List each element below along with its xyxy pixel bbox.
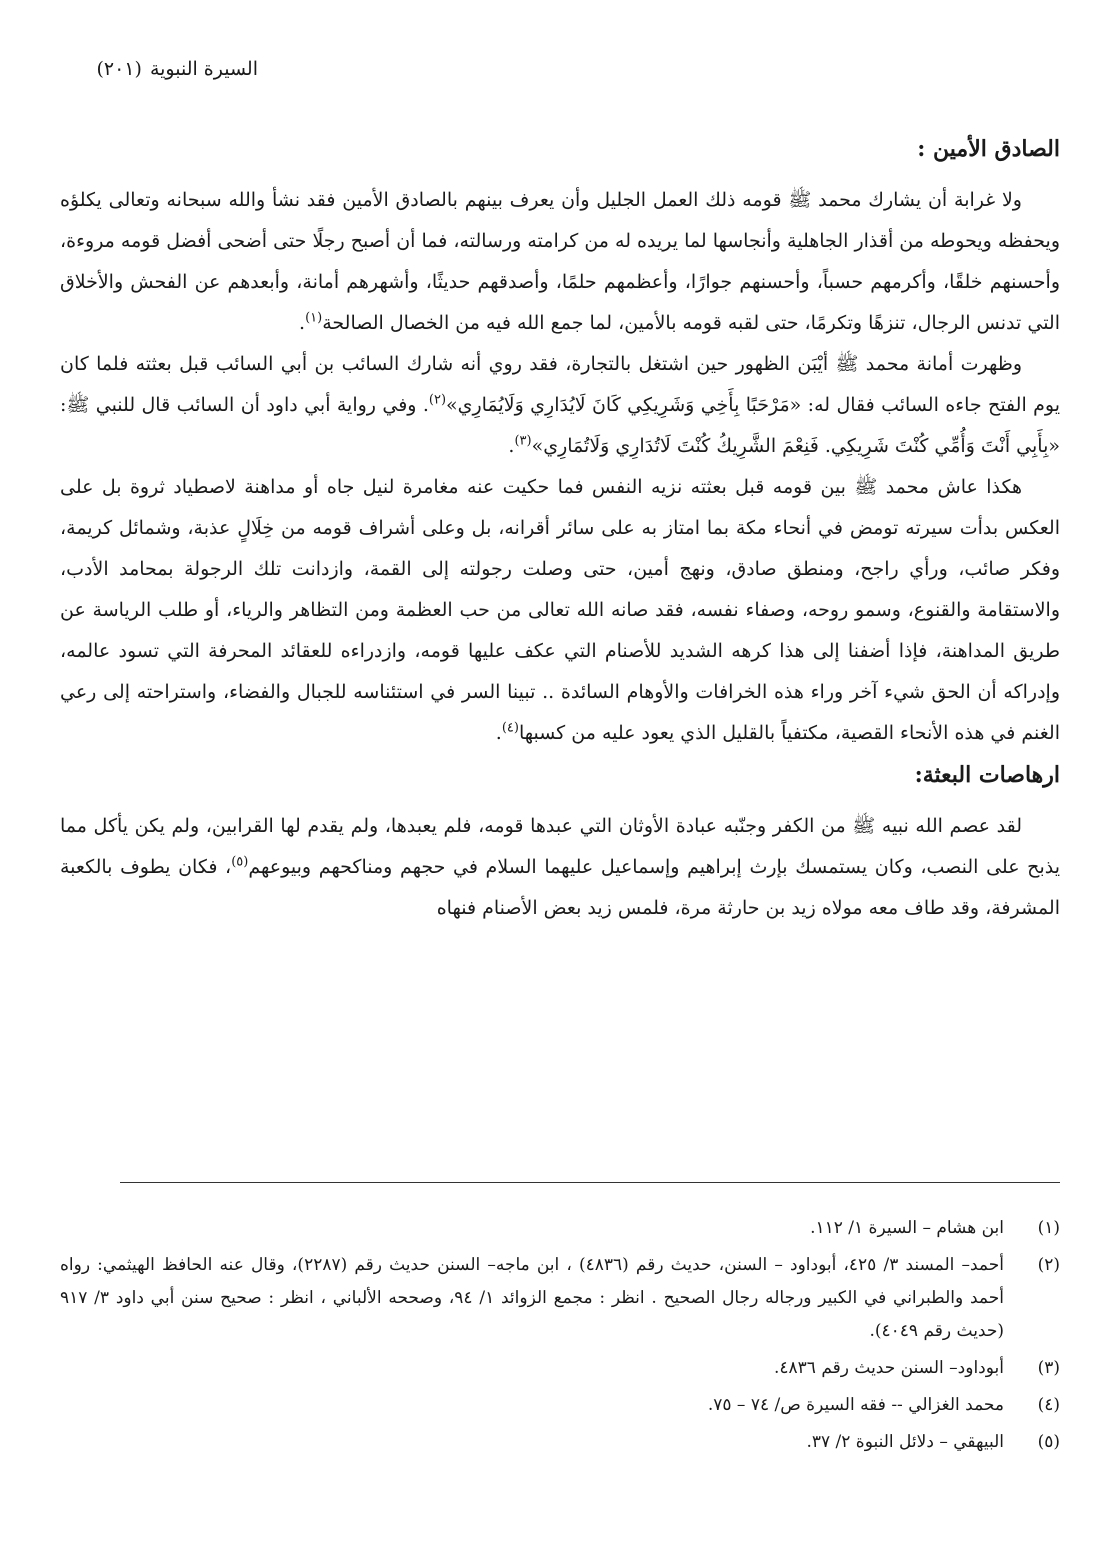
footnote-ref[interactable]: (٣): [514, 433, 532, 449]
footnote-number: (٤): [1037, 1395, 1060, 1415]
main-text: [60, 132, 1060, 929]
paragraph: ولا غرابة أن يشارك محمد ﷺ قومه ذلك العمل الجليل وأن يعرف بينهم بالصادق الأمين فقد نشأ والله سبحانه وتعالى يكلؤه ويحفظه ويحوطه من أقذار الجاهلية وأنجاسها لما يريده له من كرامته ورسالته، فما أن أصبح رجلًا حتى أضحى أفضل قومه مروءة، وأحسنهم خلقًا، وأكرمهم حسباً، وأحسنهم جوارًا، وأعظمهم حلمًا، وأصدقهم حديثًا، وأشهرهم أمانة، وأبعدهم عن الفحش والأخلاق التي تدنس الرجال، تنزهًا وتكرمًا، حتى لقبه قومه بالأمين، لما جمع الله فيه من الخصال الصالحة$^{(١)}$.: [60, 189, 1060, 334]
footnote-ref[interactable]: (٥): [231, 854, 249, 870]
footnote-number: (٢): [1037, 1255, 1060, 1275]
paragraph: [60, 806, 1060, 929]
section-heading-signs: ارهاصات البعثة:: [914, 762, 1060, 788]
footnote-number: (٣): [1037, 1358, 1060, 1378]
paragraph-text: لقد عصم الله نبيه ﷺ من الكفر وجنّبه عبادة الأوثان التي عبدها قومه، فلم يعبدها، ولم يقدم لها القرابين، ولم يكن يأكل مما يذبح على النصب، وكان يستمسك بإرث إبراهيم وإسماعيل عليهما السلام في حجهم ومناكحهم وبيوعهم: [60, 815, 1060, 878]
footnote-text: أبوداود– السنن حديث رقم ٤٨٣٦.: [773, 1358, 1004, 1378]
paragraph: [60, 344, 1060, 467]
footnote-ref[interactable]: (٢): [428, 392, 447, 408]
footnote-number: (١): [1037, 1218, 1060, 1238]
paragraph: [60, 467, 1060, 754]
running-header: [58, 58, 258, 80]
section-heading-trustworthy: الصادق الأمين :: [917, 136, 1060, 162]
footnotes: [60, 1212, 1060, 1463]
footnote-number: (٥): [1037, 1432, 1060, 1452]
footnote: [60, 1389, 1060, 1422]
paragraph-text: ، فكان يطوف بالكعبة المشرفة، وقد طاف معه مولاه زيد بن حارثة مرة، فلمس زيد بعض الأصنام فنهاه: [60, 856, 1060, 919]
paragraph-text: .: [495, 722, 502, 744]
paragraph-text: .: [508, 435, 515, 457]
footnote: [60, 1249, 1060, 1348]
running-title: السيرة النبوية: [149, 58, 258, 80]
footnote: [60, 1426, 1060, 1459]
footnote-text: البيهقي – دلائل النبوة ٢/ ٣٧.: [806, 1432, 1004, 1452]
paragraph-text: . وفي رواية أبي داود أن السائب قال للنبي ﷺ: «بِأَبِي أَنْتَ وَأُمِّي كُنْتَ شَرِيكِي. فَنِعْمَ الشَّرِيكُ كُنْتَ لَاتُدَارِي وَلَاتُمَارِي»: [60, 394, 1060, 457]
footnote-ref[interactable]: (١): [305, 310, 323, 326]
paragraph-text: هكذا عاش محمد ﷺ بين قومه قبل بعثته نزيه النفس فما حكيت عنه مغامرة لنيل جاه أو مداهنة لاصطياد ثروة بل على العكس بدأت سيرته تومض في أنحاء مكة بما امتاز به على سائر أقرانه، بل وعلى أشراف قومه من خِلَالٍ عذبة، وشمائل كريمة، وفكر صائب، ورأي راجح، ومنطق صادق، ونهج أمين، حتى وصلت رجولته إلى القمة، وازدانت تلك الرجولة بمحامد الأدب، والاستقامة والقنوع، وسمو روحه، وصفاء نفسه، فقد صانه الله تعالى من حب العظمة ومن التظاهر والرياء، أو طلب الرياسة عن طريق المداهنة، فإذا أضفنا إلى هذا كرهه الشديد للأصنام التي عكف عليها قومه، وازدراءه للعقائد المحرفة التي تسود عالمه، وإدراكه أن الحق شيء آخر وراء هذه الخرافات والأوهام السائدة .. تبينا السر في استئناسه للجبال والفضاء، واستراحته إلى رعي الغنم في هذه الأنحاء القصية، مكتفياً بالقليل الذي يعود عليه من كسبها: [60, 476, 1060, 744]
footnote: [60, 1212, 1060, 1245]
footnote-ref[interactable]: (٤): [501, 720, 519, 736]
page-number: (٢٠١): [96, 58, 142, 80]
footnote: [60, 1352, 1060, 1385]
footnote-divider: [120, 1182, 1060, 1183]
footnote-text: ابن هشام – السيرة ١/ ١١٢.: [810, 1218, 1004, 1238]
footnote-text: محمد الغزالي -- فقه السيرة ص/ ٧٤ – ٧٥.: [707, 1395, 1004, 1415]
paragraph-text: وظهرت أمانة محمد ﷺ أيْبَن الظهور حين اشتغل بالتجارة، فقد روي أنه شارك السائب بن أبي السائب قبل بعثته فلما كان يوم الفتح جاءه السائب فقال له: «مَرْحَبًا بِأَخِي وَشَرِيكِي كَانَ لَايُدَارِي وَلَايُمَارِي»: [60, 353, 1060, 416]
footnote-text: أحمد– المسند ٣/ ٤٢٥، أبوداود – السنن، حديث رقم (٤٨٣٦) ، ابن ماجه– السنن حديث رقم (٢٢٨٧)، وقال عنه الحافظ الهيثمي: رواه أحمد والطبراني في الكبير ورجاله رجال الصحيح . انظر : مجمع الزوائد ١/ ٩٤، وصححه الألباني ، انظر : صحيح سنن أبي داود ٣/ ٩١٧ (حديث رقم ٤٠٤٩).: [60, 1255, 1004, 1341]
paragraph-text: ولا غرابة أن يشارك محمد ﷺ قومه ذلك العمل الجليل وأن يعرف بينهم بالصادق الأمين فقد نشأ والله سبحانه وتعالى يكلؤه ويحفظه ويحوطه من أقذار الجاهلية وأنجاسها لما يريده له من كرامته ورسالته، فما أن أصبح رجلًا حتى أضحى أفضل قومه مروءة، وأحسنهم خلقًا، وأكرمهم حسباً، وأحسنهم جوارًا، وأعظمهم حلمًا، وأصدقهم حديثًا، وأشهرهم أمانة، وأبعدهم عن الفحش والأخلاق التي تدنس الرجال، تنزهًا وتكرمًا، حتى لقبه قومه بالأمين، لما جمع الله فيه من الخصال الصالحة: [60, 189, 1060, 334]
